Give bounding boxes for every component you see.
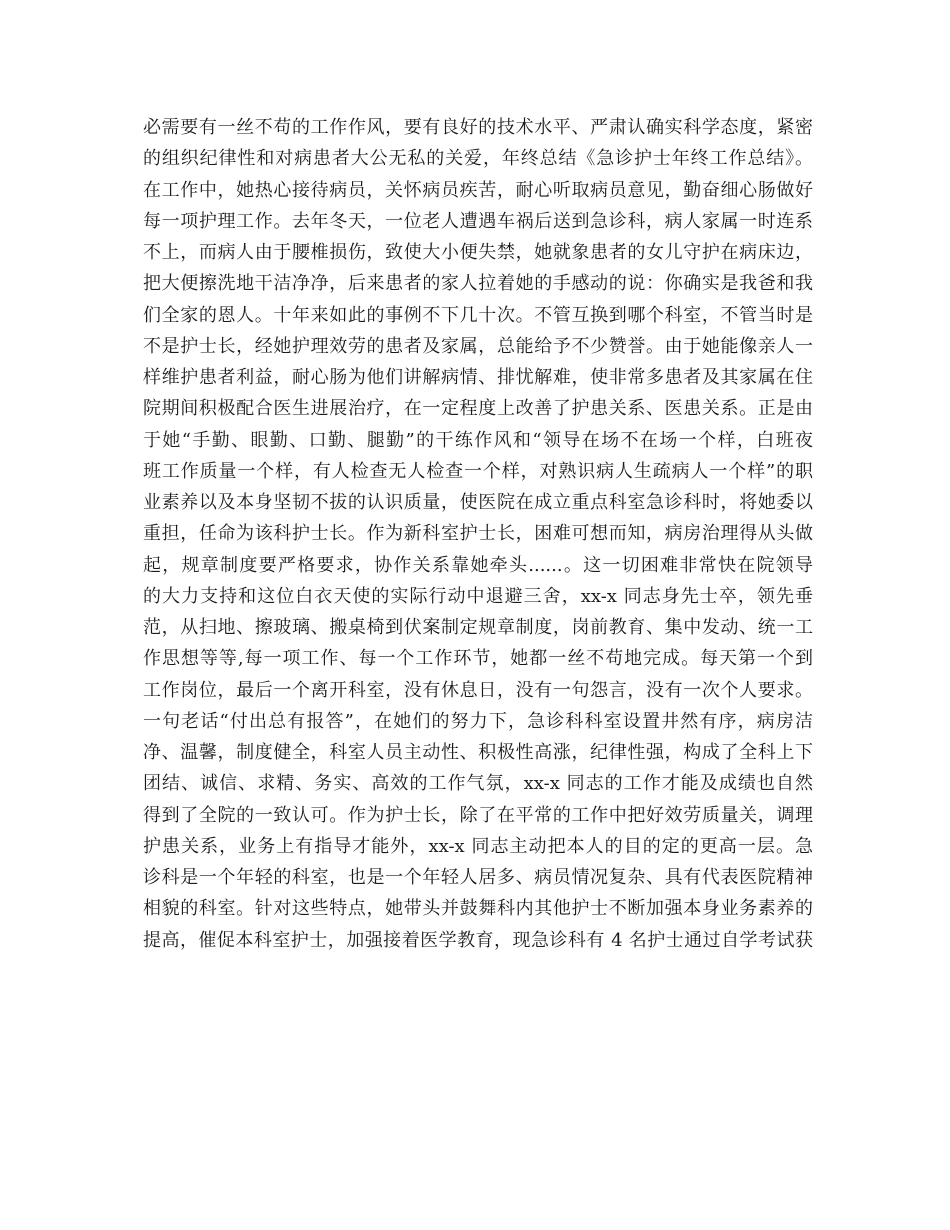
text-line: 的大力支持和这位白衣天使的实际行动中退避三舍，xx-x 同志身先士卒，领先垂: [143, 585, 813, 607]
text-line: 不是护士长，经她护理效劳的患者及家属，总能给予不少赞誉。由于她能像亲人一: [143, 335, 813, 357]
text-line: 业素养以及本身坚韧不拔的认识质量，使医院在成立重点科室急诊科时，将她委以: [143, 492, 813, 513]
text-line: 院期间积极配合医生进展治疗，在一定程度上改善了护患关系、医患关系。正是由: [143, 398, 813, 420]
text-line: 样维护患者利益，耐心肠为他们讲解病情、排忧解难，使非常多患者及其家属在住: [143, 367, 813, 388]
text-line: 班工作质量一个样，有人检查无人检查一个样，对熟识病人生疏病人一个样”的职: [143, 460, 813, 482]
text-line: 净、温馨，制度健全，科室人员主动性、积极性高涨，纪律性强，构成了全科上下: [143, 742, 813, 763]
text-line: 作思想等等,每一项工作、每一个工作环节，她都一丝不苟地完成。每天第一个到: [143, 648, 813, 670]
body-text: [143, 112, 813, 956]
text-line: 提高，催促本科室护士，加强接着医学教育，现急诊科有 4 名护士通过自学考试获: [143, 929, 813, 951]
text-line: 们全家的恩人。十年来如此的事例不下几十次。不管互换到哪个科室，不管当时是: [143, 304, 813, 326]
text-line: 范，从扫地、擦玻璃、搬桌椅到伏案制定规章制度，岗前教育、集中发动、统一工: [143, 617, 813, 638]
text-line: 把大便擦洗地干洁净净，后来患者的家人拉着她的手感动的说：你确实是我爸和我: [143, 273, 813, 295]
text-line: 重担，任命为该科护士长。作为新科室护士长，困难可想而知，病房治理得从头做: [143, 523, 813, 545]
text-line: 团结、诚信、求精、务实、高效的工作气氛，xx-x 同志的工作才能及成绩也自然: [143, 773, 813, 795]
text-line: 的组织纪律性和对病患者大公无私的关爱，年终总结《急诊护士年终工作总结》。: [143, 148, 813, 170]
text-line: 于她“手勤、眼勤、口勤、腿勤”的干练作风和“领导在场不在场一个样，白班夜: [143, 429, 813, 451]
text-line: 诊科是一个年轻的科室，也是一个年轻人居多、病员情况复杂、具有代表医院精神: [143, 867, 813, 888]
text-line: 必需要有一丝不苟的工作作风，要有良好的技术水平、严肃认确实科学态度，紧密: [143, 117, 813, 138]
text-line: 得到了全院的一致认可。作为护士长，除了在平常的工作中把好效劳质量关，调理: [143, 804, 813, 826]
text-line: 一句老话“付出总有报答”，在她们的努力下，急诊科科室设置井然有序，病房洁: [143, 710, 813, 732]
text-line: 每一项护理工作。去年冬天，一位老人遭遇车祸后送到急诊科，病人家属一时连系: [143, 210, 813, 232]
text-line: 工作岗位，最后一个离开科室，没有休息日，没有一句怨言，没有一次个人要求。: [143, 679, 813, 701]
text-line: 在工作中，她热心接待病员，关怀病员疾苦，耐心听取病员意见，勤奋细心肠做好: [143, 179, 813, 201]
text-line: 不上，而病人由于腰椎损伤，致使大小便失禁，她就象患者的女儿守护在病床边，: [143, 242, 813, 263]
text-line: 护患关系，业务上有指导才能外，xx-x 同志主动把本人的目的定的更高一层。急: [143, 835, 813, 857]
text-line: 起，规章制度要严格要求，协作关系靠她牵头......。这一切困难非常快在院领导: [143, 554, 813, 576]
text-line: 相貌的科室。针对这些特点，她带头并鼓舞科内其他护士不断加强本身业务素养的: [143, 898, 813, 920]
